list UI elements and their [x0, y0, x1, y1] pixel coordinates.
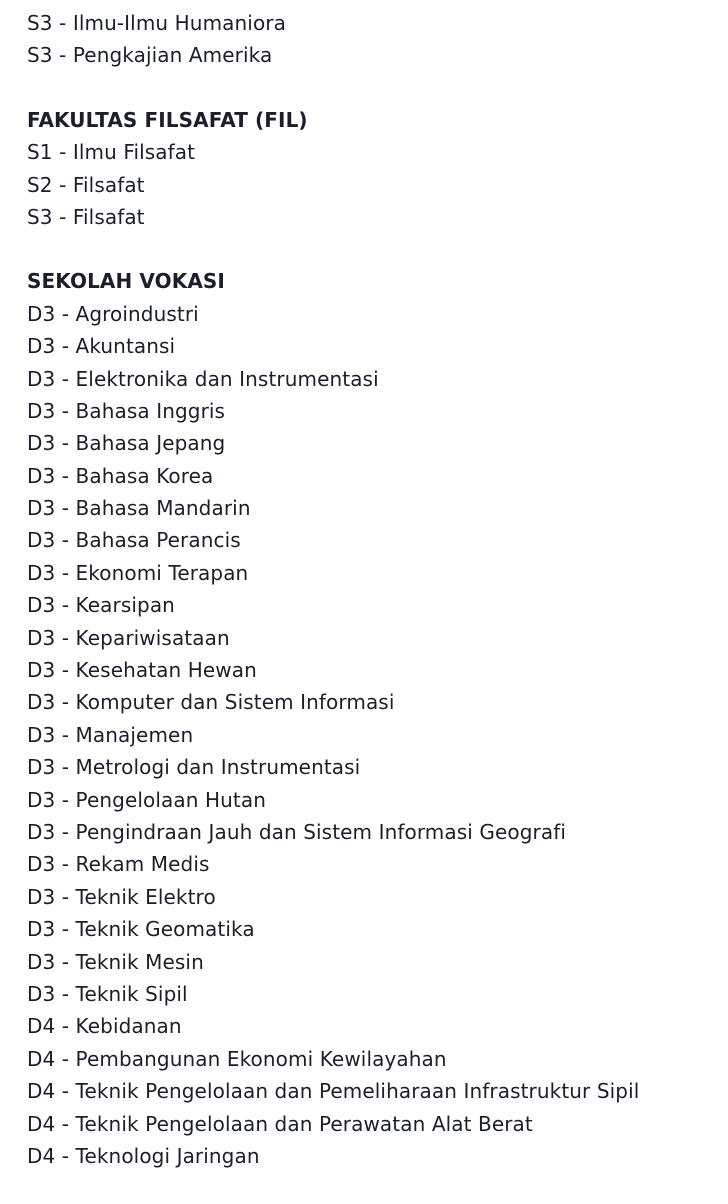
program-item: D3 - Bahasa Korea [27, 463, 214, 488]
program-item: D3 - Rekam Medis [27, 852, 210, 877]
program-item: S3 - Pengkajian Amerika [27, 43, 273, 68]
faculty-group-continued [27, 7, 717, 72]
program-item: D3 - Teknik Mesin [27, 949, 204, 974]
program-item: D3 - Teknik Geomatika [27, 917, 255, 942]
faculty-group-vokasi [27, 265, 717, 1172]
program-item: D3 - Teknik Elektro [27, 884, 216, 909]
program-item: D3 - Agroindustri [27, 301, 199, 326]
program-item: S2 - Filsafat [27, 172, 145, 197]
program-item: D4 - Pembangunan Ekonomi Kewilayahan [27, 1046, 447, 1071]
faculty-group-filsafat [27, 104, 717, 234]
program-item: D3 - Pengindraan Jauh dan Sistem Informasi Geografi [27, 819, 566, 844]
program-item: D4 - Teknik Pengelolaan dan Perawatan Alat Berat [27, 1111, 533, 1136]
program-item: S3 - Ilmu-Ilmu Humaniora [27, 11, 286, 35]
program-item: D3 - Bahasa Mandarin [27, 496, 251, 521]
program-item: S3 - Filsafat [27, 204, 145, 229]
program-item: D3 - Manajemen [27, 722, 194, 747]
program-item: S1 - Ilmu Filsafat [27, 140, 196, 165]
program-item: D3 - Bahasa Perancis [27, 528, 241, 553]
program-item: D4 - Teknologi Jaringan [27, 1143, 260, 1168]
program-item: D4 - Teknik Pengelolaan dan Pemeliharaan Infrastruktur Sipil [27, 1079, 640, 1104]
program-item: D3 - Pengelolaan Hutan [27, 787, 266, 812]
program-item: D3 - Bahasa Inggris [27, 398, 226, 423]
program-item: D3 - Bahasa Jepang [27, 431, 226, 456]
faculty-heading: FAKULTAS FILSAFAT (FIL) [27, 107, 308, 132]
faculty-heading: SEKOLAH VOKASI [27, 269, 225, 294]
program-item: D3 - Ekonomi Terapan [27, 560, 249, 585]
program-item: D3 - Kesehatan Hewan [27, 658, 257, 683]
program-item: D3 - Kearsipan [27, 593, 175, 618]
program-list-document [27, 7, 717, 1204]
program-item: D3 - Elektronika dan Instrumentasi [27, 366, 379, 391]
program-item: D3 - Kepariwisataan [27, 625, 230, 650]
program-item: D3 - Akuntansi [27, 334, 176, 359]
program-item: D4 - Kebidanan [27, 1014, 182, 1039]
program-item: D3 - Komputer dan Sistem Informasi [27, 690, 395, 715]
program-item: D3 - Teknik Sipil [27, 981, 188, 1006]
program-item: D3 - Metrologi dan Instrumentasi [27, 755, 361, 780]
